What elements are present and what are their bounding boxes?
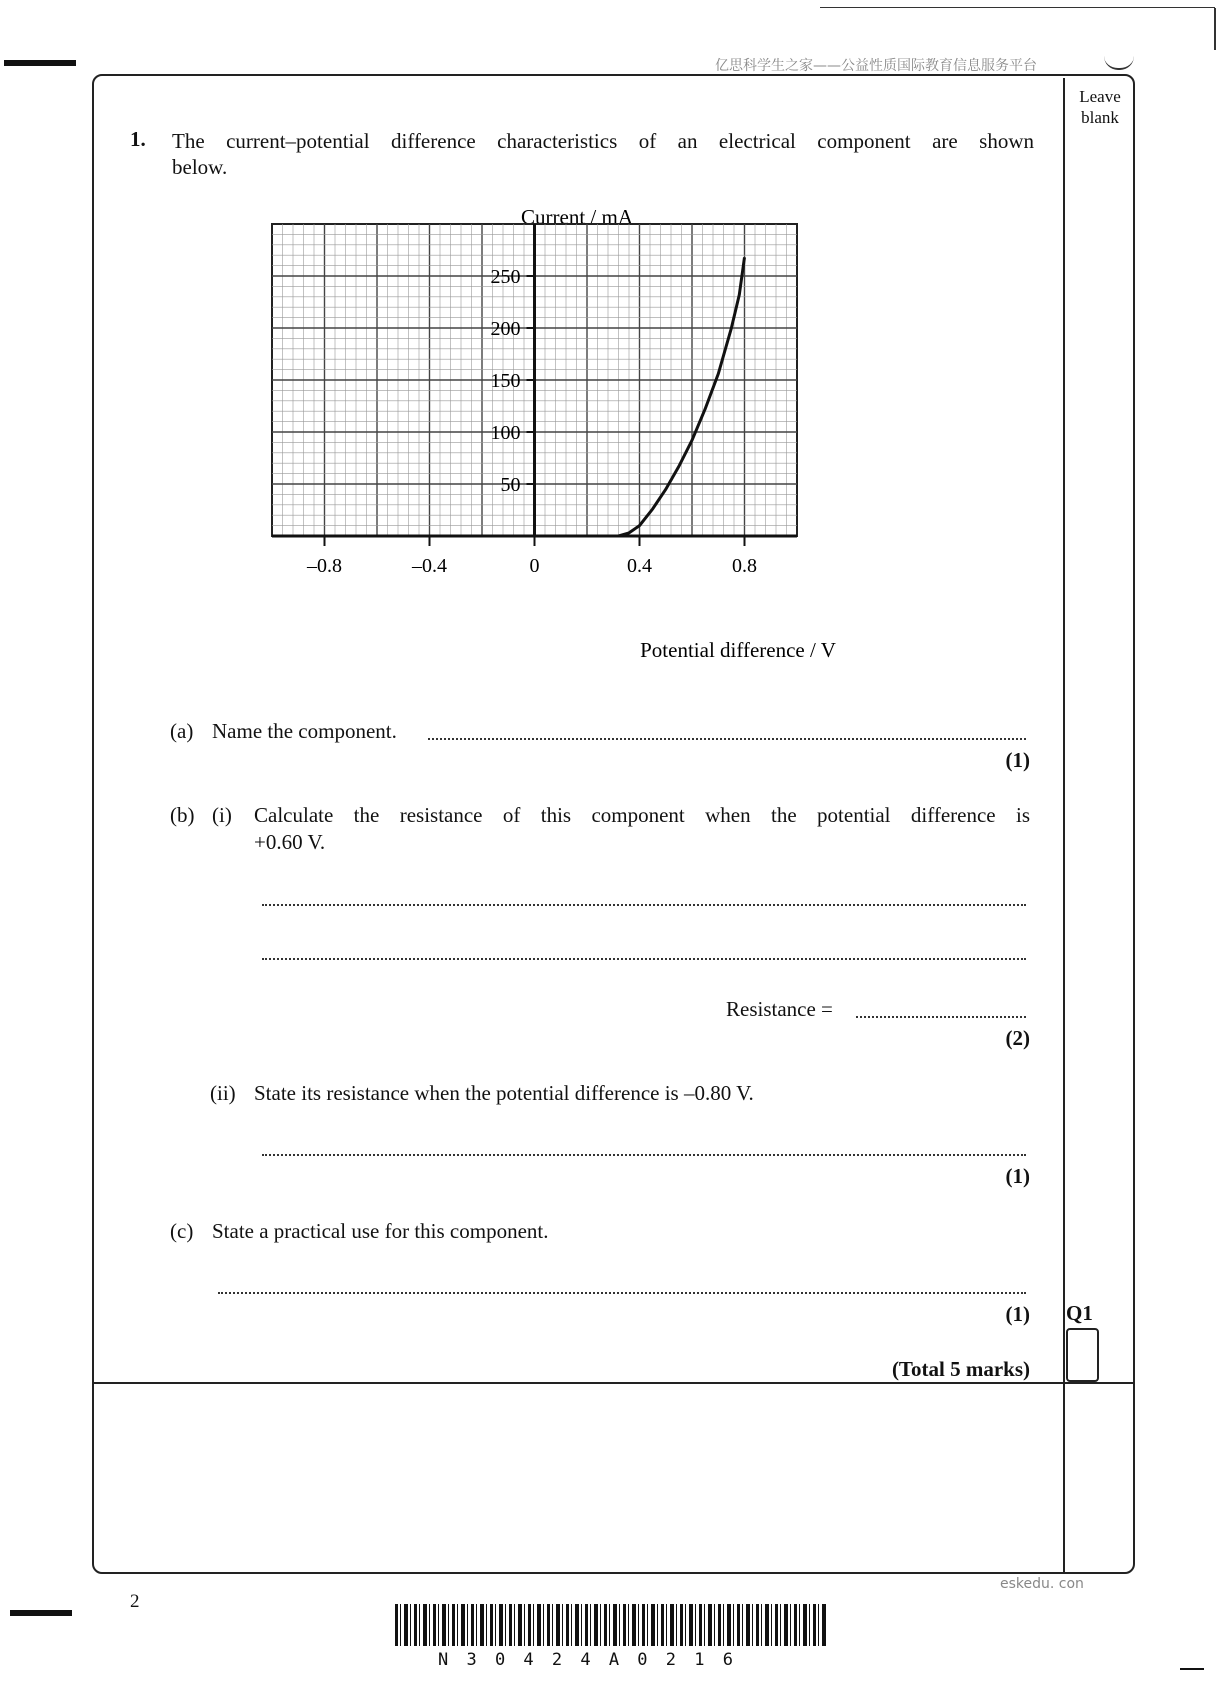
question-number: 1. xyxy=(130,127,146,151)
part-b-label: (b) xyxy=(170,803,195,827)
resistance-answer-line[interactable] xyxy=(856,1016,1026,1018)
part-c-answer-line[interactable] xyxy=(218,1292,1026,1294)
part-b-i-working-line-2[interactable] xyxy=(262,958,1026,960)
barcode-text: N 3 0 4 2 4 A 0 2 1 6 xyxy=(438,1650,737,1670)
y-tick-labels xyxy=(491,266,535,496)
x-tick-label: 0.4 xyxy=(627,555,652,577)
edge-mark-top xyxy=(4,60,76,66)
q1-score-box[interactable] xyxy=(1066,1328,1099,1382)
part-b-ii-marks: (1) xyxy=(1005,1164,1030,1188)
part-b-ii-label: (ii) xyxy=(210,1081,236,1105)
part-c-label: (c) xyxy=(170,1219,194,1243)
edge-mark-right xyxy=(1180,1668,1204,1670)
part-c-marks: (1) xyxy=(1005,1302,1030,1326)
footer-site: eskedu. con xyxy=(1000,1576,1084,1592)
x-tick-label: 0.8 xyxy=(732,555,757,577)
y-tick-label: 150 xyxy=(490,370,521,392)
x-tick-labels xyxy=(306,536,757,577)
page-number: 2 xyxy=(130,1591,140,1612)
barcode xyxy=(395,1604,827,1646)
y-tick-label: 200 xyxy=(490,318,521,340)
part-a-text: Name the component. xyxy=(212,719,397,743)
x-tick-label: 0 xyxy=(529,555,540,577)
part-b-i-line2: +0.60 V. xyxy=(254,830,326,854)
y-tick-label: 100 xyxy=(490,422,521,444)
part-b-i-marks: (2) xyxy=(1005,1026,1030,1050)
part-b-ii-answer-line[interactable] xyxy=(262,1154,1026,1156)
x-tick-label: –0.8 xyxy=(307,555,342,577)
leave-label: Leave xyxy=(1079,87,1121,106)
part-a-answer-line[interactable] xyxy=(428,738,1026,740)
watermark: 亿思科学生之家——公益性质国际教育信息服务平台 xyxy=(715,58,1037,74)
question-label: Q1 xyxy=(1066,1301,1093,1325)
iv-chart xyxy=(270,200,890,670)
scan-edge-line xyxy=(820,7,1215,8)
part-b-i-label: (i) xyxy=(212,803,232,827)
x-axis-label: Potential difference / V xyxy=(640,638,836,662)
edge-mark-bottom xyxy=(10,1610,72,1616)
part-b-ii-text: State its resistance when the potential difference is –0.80 V. xyxy=(254,1081,754,1105)
total-marks: (Total 5 marks) xyxy=(891,1357,1030,1381)
blank-label: blank xyxy=(1081,108,1119,127)
leave-blank-label xyxy=(1066,86,1134,128)
resistance-label: Resistance = xyxy=(726,997,833,1021)
part-a-label: (a) xyxy=(170,719,194,743)
question-intro-line2: below. xyxy=(172,155,228,179)
part-b-i-line1: Calculate the resistance of this component when the potential difference is xyxy=(254,803,1030,827)
y-tick-label: 50 xyxy=(500,474,521,496)
margin-column-line xyxy=(1063,78,1065,1572)
part-b-i-working-line-1[interactable] xyxy=(262,904,1026,906)
y-tick-label: 250 xyxy=(490,266,521,288)
x-tick-label: –0.4 xyxy=(412,555,447,577)
scan-edge-corner xyxy=(1214,8,1216,50)
part-c-text: State a practical use for this component. xyxy=(212,1219,549,1243)
part-a-marks: (1) xyxy=(1005,748,1030,772)
question-intro-line1: The current–potential difference characteristics of an electrical component are shown xyxy=(172,129,1034,153)
corner-curl xyxy=(1104,56,1134,70)
y-axis-label: Current / mA xyxy=(521,205,633,229)
